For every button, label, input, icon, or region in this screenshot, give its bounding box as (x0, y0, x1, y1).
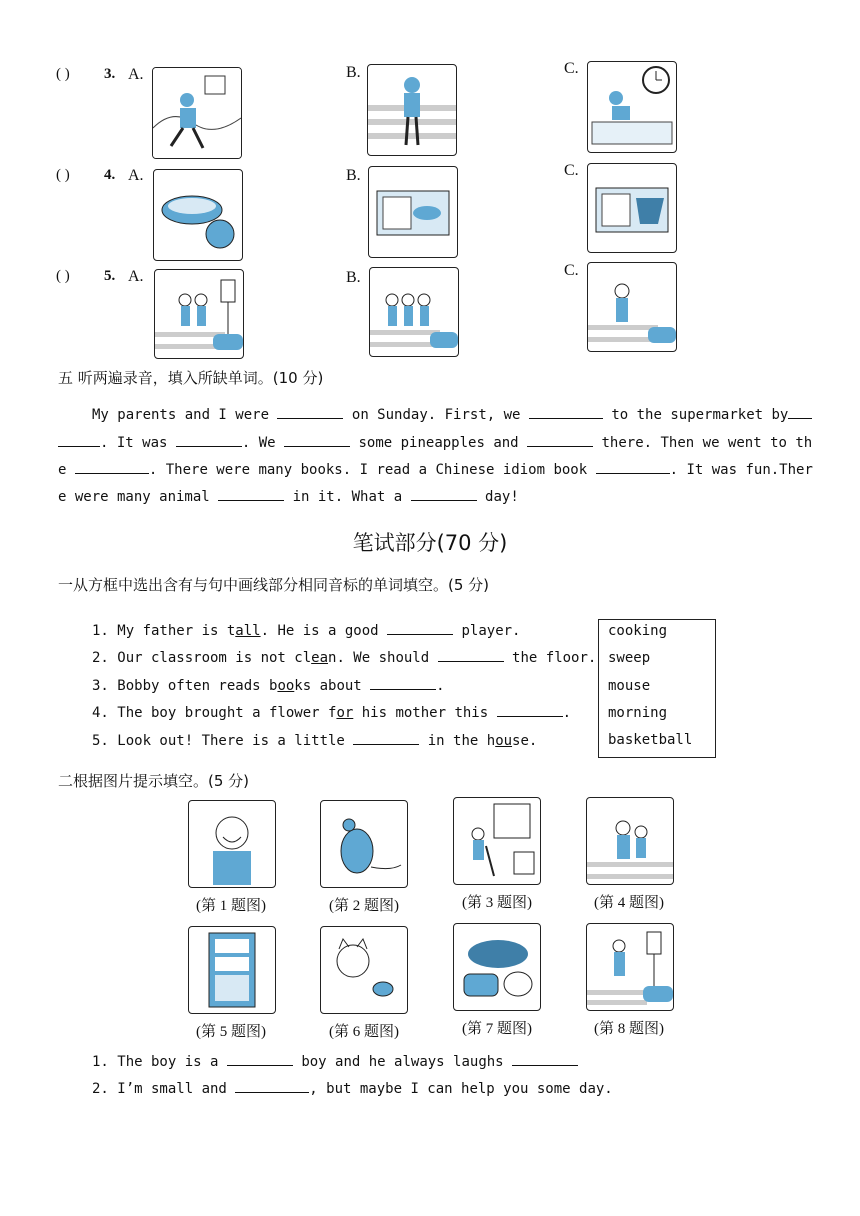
question-number: 3. (104, 66, 116, 82)
bookshelf-picture (188, 926, 276, 1014)
answer-blank[interactable] (353, 732, 419, 745)
figure-caption: (第 1 题图) (196, 898, 266, 914)
word-bank (598, 619, 716, 758)
option-a-label: A. (128, 167, 144, 184)
answer-paren: ( ) (56, 268, 70, 284)
reading-in-bed-picture (587, 61, 677, 153)
passage-line: . It was . We some pineapples and there. Then we went to th (58, 434, 812, 451)
answer-blank[interactable] (218, 488, 284, 501)
cat-and-mouse-picture (320, 926, 408, 1014)
vegetable-lunchbox-picture (587, 163, 677, 253)
question-line: 1. My father is tall. He is a good player. (92, 623, 521, 639)
answer-blank[interactable] (176, 434, 242, 447)
passage-line: e . There were many books. I read a Chinese idiom book . It was fun.Ther (58, 462, 813, 478)
answer-blank[interactable] (529, 406, 603, 419)
answer-blank[interactable] (411, 488, 477, 501)
option-a-label: A. (128, 66, 144, 83)
noodles-apple-picture (153, 169, 243, 261)
figure-caption: (第 5 题图) (196, 1024, 266, 1040)
laughing-boy-picture (188, 800, 276, 888)
boy-at-crossing-picture (586, 923, 674, 1011)
answer-blank[interactable] (527, 434, 593, 447)
answer-blank[interactable] (497, 704, 563, 717)
answer-blank[interactable] (387, 622, 453, 635)
figure-caption: (第 2 题图) (329, 898, 399, 914)
word-bank-item: basketball (608, 732, 693, 748)
figure-caption: (第 3 题图) (462, 895, 532, 911)
answer-blank[interactable] (58, 434, 100, 447)
section-heading: 五 听两遍录音，填入所缺单词。(10 分) (58, 369, 324, 387)
figure-caption: (第 6 题图) (329, 1024, 399, 1040)
option-b-label: B. (346, 167, 361, 184)
two-kids-crossing-picture (154, 269, 244, 359)
answer-blank[interactable] (235, 1080, 309, 1093)
page-title: 笔试部分(70 分) (352, 531, 508, 555)
question-number: 5. (104, 268, 116, 284)
section-heading: 一从方框中选出含有与句中画线部分相同音标的单词填空。(5 分) (58, 576, 490, 594)
figure-caption: (第 7 题图) (462, 1021, 532, 1037)
word-bank-item: sweep (608, 650, 651, 666)
answer-blank[interactable] (788, 406, 812, 419)
option-b-label: B. (346, 64, 361, 81)
option-a-label: A. (128, 268, 144, 285)
word-bank-item: cooking (608, 623, 668, 639)
option-c-label: C. (564, 60, 579, 77)
figure-caption: (第 4 题图) (594, 895, 664, 911)
answer-blank[interactable] (227, 1053, 293, 1066)
food-picture (453, 923, 541, 1011)
question-line: 2. Our classroom is not clean. We should the floor. (92, 650, 597, 666)
option-b-label: B. (346, 269, 361, 286)
question-number: 4. (104, 167, 116, 183)
question-line: 1. The boy is a boy and he always laughs (92, 1053, 578, 1070)
option-c-label: C. (564, 262, 579, 279)
answer-paren: ( ) (56, 167, 70, 183)
answer-paren: ( ) (56, 66, 70, 82)
answer-blank[interactable] (438, 649, 504, 662)
option-c-label: C. (564, 162, 579, 179)
passage-line: My parents and I were on Sunday. First, we to the supermarket by (92, 406, 812, 423)
woman-crossing-picture (587, 262, 677, 352)
section-heading: 二根据图片提示填空。(5 分) (58, 772, 250, 790)
word-bank-item: morning (608, 705, 668, 721)
helping-old-woman-picture (586, 797, 674, 885)
figure-caption: (第 8 题图) (594, 1021, 664, 1037)
answer-blank[interactable] (284, 434, 350, 447)
answer-blank[interactable] (277, 406, 343, 419)
sweeping-boy-picture (453, 797, 541, 885)
fish-lunchbox-picture (368, 166, 458, 258)
answer-blank[interactable] (596, 461, 670, 474)
question-line: 3. Bobby often reads books about . (92, 678, 445, 694)
answer-blank[interactable] (75, 461, 149, 474)
question-line: 2. I’m small and , but maybe I can help you some day. (92, 1081, 613, 1097)
word-bank-item: mouse (608, 678, 651, 694)
three-kids-crossing-picture (369, 267, 459, 357)
passage-line: e were many animal in it. What a day! (58, 489, 519, 505)
question-line: 5. Look out! There is a little in the house. (92, 733, 538, 749)
running-boy-picture (152, 67, 242, 159)
mouse-picture (320, 800, 408, 888)
question-line: 4. The boy brought a flower for his mother this . (92, 705, 572, 721)
answer-blank[interactable] (370, 677, 436, 690)
girl-crossing-picture (367, 64, 457, 156)
answer-blank[interactable] (512, 1053, 578, 1066)
